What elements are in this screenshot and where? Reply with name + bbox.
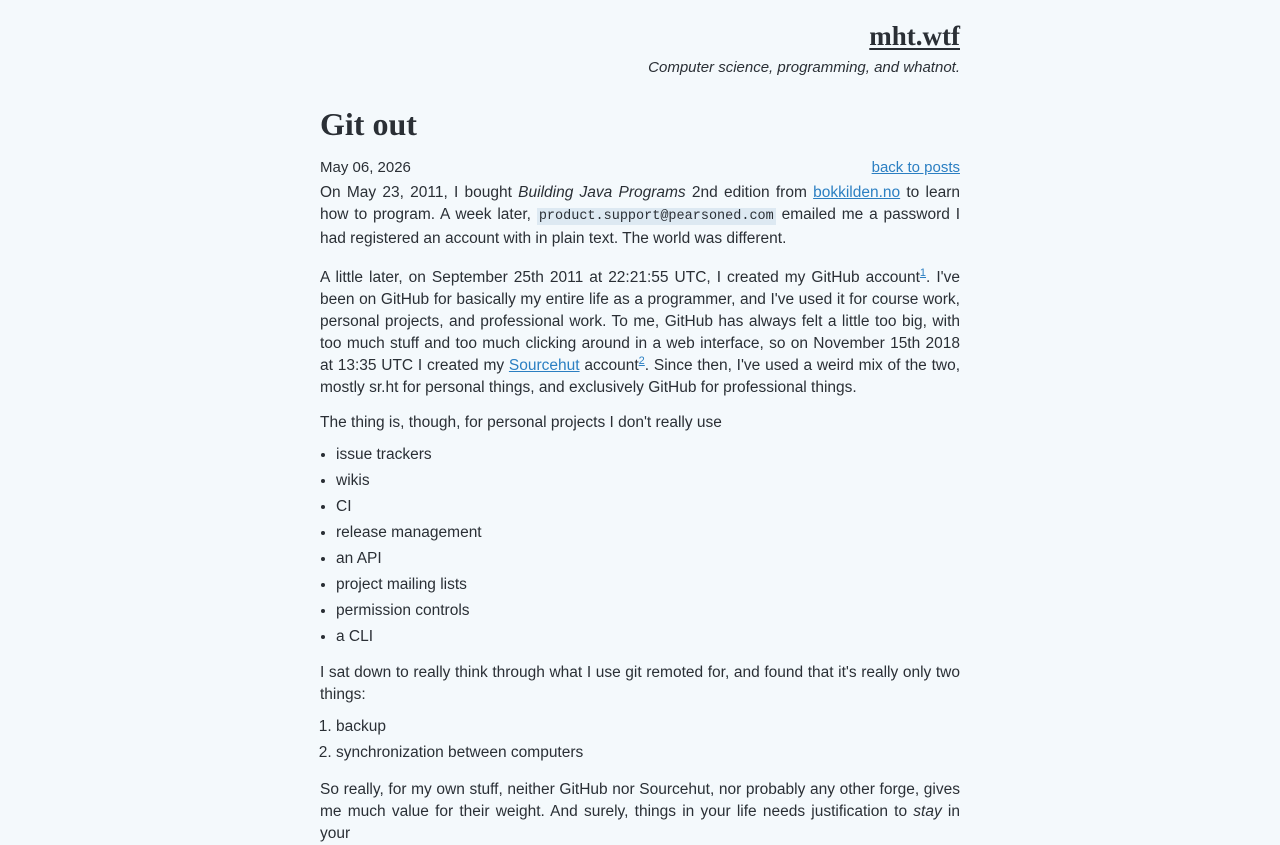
paragraph-1 bbox=[320, 182, 960, 250]
text: to learn how to program. A week later, bbox=[320, 184, 960, 223]
post-article bbox=[320, 103, 960, 845]
text: account bbox=[579, 357, 639, 374]
support-email: product.support@pearsoned.com bbox=[538, 209, 774, 224]
list-item: • release management bbox=[336, 520, 960, 546]
post-meta bbox=[320, 157, 960, 179]
text: 2nd edition from bbox=[685, 184, 814, 201]
bokkilden-link[interactable]: bokkilden.no bbox=[813, 184, 901, 201]
list-item: • CI bbox=[336, 494, 960, 520]
list-item: • wikis bbox=[336, 468, 960, 494]
site-title-link[interactable]: mht.wtf bbox=[869, 21, 960, 51]
list-item: • project mailing lists bbox=[336, 572, 960, 598]
text: in your bbox=[320, 803, 960, 842]
unused-features-list bbox=[320, 442, 960, 650]
text: On May 23, 2011, I bought bbox=[320, 184, 519, 201]
footnote-1-link[interactable]: 1 bbox=[919, 266, 927, 279]
paragraph-4: I sat down to really think through what I use git remoted for, and found that it's really only two things: bbox=[320, 664, 960, 703]
sourcehut-link[interactable]: Sourcehut bbox=[508, 357, 580, 374]
list-item: • a CLI bbox=[336, 624, 960, 650]
list-item: 1. backup bbox=[336, 714, 960, 740]
text: So really, for my own stuff, neither GitHub nor Sourcehut, nor probably any other forge, gives me much value for their weight. And surely, things in your life needs justification to bbox=[320, 781, 960, 820]
paragraph-2 bbox=[320, 267, 960, 399]
emphasis: stay bbox=[913, 803, 942, 820]
list-item: • permission controls bbox=[336, 598, 960, 624]
list-item: • an API bbox=[336, 546, 960, 572]
uses-list bbox=[320, 714, 960, 766]
text: A little later, on September 25th 2011 at 22:21:55 UTC, I created my GitHub account bbox=[320, 269, 920, 286]
paragraph-5 bbox=[320, 779, 960, 845]
text: . Since then, I've used a weird mix of the two, mostly sr.ht for personal things, and exclusively GitHub for professional things. bbox=[320, 357, 961, 396]
page bbox=[320, 0, 960, 845]
post-date: May 06, 2026 bbox=[320, 159, 411, 176]
book-title: Building Java Programs bbox=[518, 184, 686, 201]
back-to-posts-link[interactable]: back to posts bbox=[871, 159, 960, 176]
post-title: Git out bbox=[320, 106, 417, 142]
list-item: • issue trackers bbox=[336, 442, 960, 468]
footnote-2-link[interactable]: 2 bbox=[638, 354, 645, 367]
text: . I've been on GitHub for basically my entire life as a programmer, and I've used it for course work, personal projects, and professional work. To me, GitHub has always felt a little too big, with too much stuff and too much clicking around in a web interface, so on November 15th 2018 at 13:35 UTC I created my bbox=[320, 269, 960, 374]
site-header bbox=[320, 0, 960, 79]
paragraph-3: The thing is, though, for personal projects I don't really use bbox=[320, 414, 722, 431]
text: emailed me a password I had registered an account with in plain text. The world was different. bbox=[320, 206, 961, 247]
list-item: 2. synchronization between computers bbox=[336, 740, 960, 766]
site-tagline: Computer science, programming, and whatnot. bbox=[648, 59, 960, 76]
